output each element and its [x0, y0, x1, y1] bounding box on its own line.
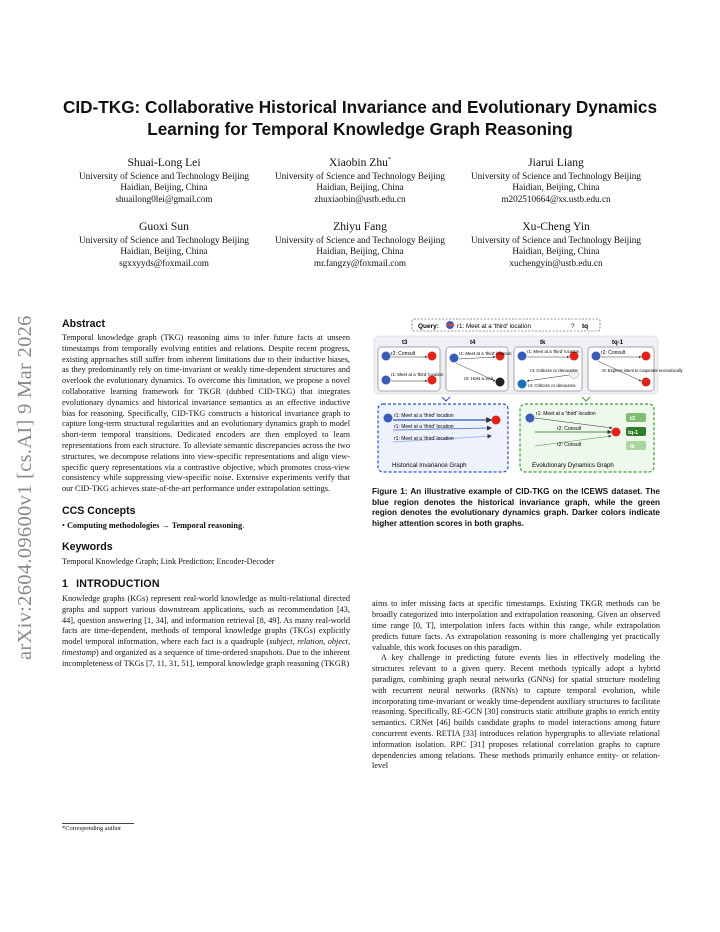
- section-number: 1: [62, 577, 69, 590]
- edge-label: r2: Consult: [557, 426, 582, 432]
- down-arrow-icon: [442, 397, 450, 401]
- author-name: Guoxi Sun: [139, 219, 189, 233]
- ccs-subconcept: Temporal reasoning: [171, 520, 243, 530]
- intro-paragraph-3: A key challenge in predicting future events lies in effectively modeling the structures relevant to a given query. Recent methods typically adopt a hybrid paradigm, combining graph neural networks (GNNs) for spatial structure modeling with recurrent neural networks (RNNs) to capture temporal evolution, while incorporating time-invariant or weakly time-dependent auxiliary structures to facilitate reasoning. Specifically, RE-GCN [30] constructs static attribute graphs to enrich entity semantics. CRNet [46] builds candidate graphs to model interactions among future concurrent events. RETIA [33] introduces relation hypergraphs to alleviate relational information isolation. RPC [31] proposes relational correlation graphs to capture dependencies among relations. These methods primarily enhance entity- or relation-level: [372, 653, 660, 771]
- time-label: tq-1: [612, 340, 623, 346]
- historical-graph-label: Historical Invariance Graph: [392, 462, 467, 469]
- right-column: [372, 318, 683, 772]
- edge-label: r2: Consult: [601, 350, 626, 356]
- abstract-text: Temporal knowledge graph (TKG) reasoning aims to infer future facts at unseen timestamps from temporally evolving entities and relations. Despite recent progress, existing approaches still suffer from inherent limitations due to their inductive biases, as they predominantly rely on time-invariant or weakly time-dependent structures and overlook the evolutionary dynamics. To overcome this limitation, we propose a novel collaborative learning framework for TKGR (dubbed CID-TKG) that integrates evolutionary dynamics and historical invariance semantics as an effective inductive bias for reasoning. Specifically, CID-TKG constructs a historical invariance graph to capture long-term structural regularities and an evolutionary dynamics graph to model short-term temporal transitions. Dedicated encoders are then employed to learn representations from each structure. To alleviate semantic discrepancies across the two structures, we decompose relations into view-specific representations and align view-specific query representations via a contrastive objective, which promotes cross-view consistency while suppressing view-specific noise. Extensive experiments verify that our CID-TKG achieves state-of-the-art performance under extrapolation settings.: [62, 333, 350, 494]
- footnote: *Corresponding author: [62, 825, 122, 832]
- author-location: Haidian, Beijing, China: [120, 182, 208, 193]
- query-text: r1: Meet at a 'third' location: [457, 323, 531, 330]
- figure-diagram: [372, 318, 683, 478]
- figure-1: [372, 318, 683, 478]
- author-1: [66, 153, 262, 205]
- entity-usa-icon: [592, 352, 601, 361]
- author-location: Haidian, Beijing, China: [120, 246, 208, 257]
- author-5: [262, 217, 458, 269]
- author-location: Haidian, Beijing, China: [316, 246, 404, 257]
- author-name: Shuai-Long Lei: [127, 155, 201, 169]
- ccs-bullet: •: [62, 520, 65, 530]
- author-affiliation: University of Science and Technology Beijing: [79, 234, 249, 245]
- author-row-2: [66, 217, 654, 269]
- entity-usa-icon: [450, 354, 459, 363]
- entity-china-icon: [428, 352, 437, 361]
- footnote-rule: [62, 823, 134, 824]
- author-row-1: [66, 153, 654, 205]
- edge-label: r4: Criticize or denounce: [528, 383, 576, 388]
- entity-china-icon: [612, 428, 621, 437]
- ccs-heading: CCS Concepts: [62, 504, 136, 517]
- author-name: Xu-Cheng Yin: [522, 219, 590, 233]
- intro-text: Knowledge graphs (KGs) represent real-world knowledge as multi-relational directed graphs and support various downstream applications, such as recommendation [43, 44], question answering [1, 34], and information retrieval [8, 49]. As many real-world facts are time-dependent, methods of temporal knowledge graphs (TKGs) explicitly model temporal information, where each fact is a quadruple (: [62, 593, 350, 647]
- author-name: Jiarui Liang: [528, 155, 584, 169]
- author-4: [66, 217, 262, 269]
- edge-label: r1: Meet at a 'third' location: [527, 349, 580, 354]
- section-title: INTRODUCTION: [76, 577, 160, 590]
- intro-text: ) and organized as a sequence of time-ordered snapshots. Due to the inherent incompleteness of TKGs [7, 11, 31, 51], temporal knowledge graph reasoning (TKGR): [62, 647, 350, 668]
- author-affiliation: University of Science and Technology Beijing: [79, 170, 249, 181]
- right-body: [372, 599, 660, 772]
- intro-paragraph-2: aims to infer missing facts at specific timestamps. Existing TKGR methods can be broadly categorized into interpolation and extrapolation reasoning. Given an observed time range [0, T], interpolation infers facts within this range, while extrapolation predicts future facts. As extrapolation reasoning is more challenging yet practically valuable, this work focuses on this paradigm.: [372, 599, 660, 652]
- author-email: xuchengyin@ustb.edu.cn: [509, 257, 603, 268]
- author-name: Zhiyu Fang: [333, 219, 387, 233]
- entity-vietnam-icon: [642, 378, 651, 387]
- author-6: [458, 217, 654, 269]
- entity-china-icon: [642, 352, 651, 361]
- author-affiliation: University of Science and Technology Beijing: [471, 170, 641, 181]
- query-mark: ?: [571, 323, 575, 330]
- edge-label: r1: Meet at a 'third' location: [394, 436, 454, 442]
- author-location: Haidian, Beijing, China: [512, 246, 600, 257]
- entity-usa-icon: [382, 352, 391, 361]
- edge-label: r1: Meet at a 'third' location: [459, 351, 512, 356]
- ccs-concepts: [62, 520, 350, 531]
- edge-label: r1: Meet at a 'third' location: [536, 411, 596, 417]
- edge-label: r2: Consult: [557, 442, 582, 448]
- author-location: Haidian, Beijing, China: [316, 182, 404, 193]
- query-timestamp: tq: [582, 323, 589, 330]
- edge-label: r1: Meet at a 'third' location: [394, 413, 454, 419]
- intro-heading: [62, 578, 350, 590]
- time-tag-label: tq-1: [628, 430, 639, 436]
- time-label: tk: [540, 340, 546, 346]
- author-email: shuailong0lei@gmail.com: [115, 193, 213, 204]
- author-3: [458, 153, 654, 205]
- author-name: Xiaobin Zhu: [329, 155, 388, 169]
- paper-title: CID-TKG: Collaborative Historical Invariance and Evolutionary Dynamics Learning for Temporal Knowledge Graph Reasoning: [62, 97, 658, 139]
- author-location: Haidian, Beijing, China: [512, 182, 600, 193]
- keywords-heading: Keywords: [62, 540, 113, 553]
- ccs-end: .: [242, 520, 245, 530]
- left-column: [62, 318, 350, 670]
- time-label: t3: [402, 340, 408, 346]
- edge-label: r2: Consult: [391, 351, 416, 357]
- entity-germany-icon: [496, 378, 505, 387]
- time-tag-label: tk: [630, 444, 635, 450]
- evolutionary-graph-label: Evolutionary Dynamics Graph: [532, 462, 614, 469]
- entity-china-icon: [492, 416, 501, 425]
- edge-label: r5: Express intent to cooperate economically: [602, 368, 683, 373]
- corresponding-mark: *: [387, 157, 391, 163]
- ccs-arrow: →: [161, 520, 170, 530]
- entity-usa-icon: [384, 414, 393, 423]
- author-affiliation: University of Science and Technology Beijing: [275, 234, 445, 245]
- edge-label: r1: Meet at a 'third' location: [391, 372, 444, 377]
- author-email: zhuxiaobin@ustb.edu.cn: [314, 193, 406, 204]
- figure-caption: Figure 1: An illustrative example of CID-TKG on the ICEWS dataset. The blue region denotes the historical invariance graph, while the green region denotes the evolutionary dynamics graph. Darker colors indicate higher attention scores in both graphs.: [372, 487, 660, 528]
- time-tag: [626, 441, 646, 450]
- down-arrow-icon: [582, 397, 590, 401]
- author-email: mr.fangzy@foxmail.com: [313, 257, 407, 268]
- author-email: sgxxyyds@foxmail.com: [119, 257, 209, 268]
- flag-stripe: [446, 324, 454, 326]
- entity-usa-icon: [518, 352, 527, 361]
- quadruple-term: subject, relation, object, timestamp: [62, 637, 351, 657]
- entity-usa-icon: [526, 414, 535, 423]
- author-2: [262, 153, 458, 205]
- intro-paragraph-1: [62, 594, 350, 670]
- entity-usa-icon: [382, 376, 391, 385]
- time-label: t4: [470, 340, 476, 346]
- edge-label: r3: Host a visit: [464, 376, 494, 381]
- edge-label: r4: Criticize or denounce: [530, 368, 578, 373]
- keywords-text: Temporal Knowledge Graph; Link Prediction; Encoder-Decoder: [62, 556, 275, 566]
- author-affiliation: University of Science and Technology Beijing: [471, 234, 641, 245]
- entity-un-icon: [518, 380, 527, 389]
- time-tag-label: t3: [630, 416, 635, 422]
- abstract-heading: Abstract: [62, 318, 105, 330]
- author-block: [66, 153, 654, 281]
- author-email: m202510664@xs.ustb.edu.cn: [501, 193, 611, 204]
- time-tag: [626, 413, 646, 422]
- query-label: Query:: [418, 323, 439, 330]
- author-affiliation: University of Science and Technology Beijing: [275, 170, 445, 181]
- ccs-concept: Computing methodologies: [66, 520, 160, 530]
- edge-label: r1: Meet at a 'third' location: [394, 424, 454, 430]
